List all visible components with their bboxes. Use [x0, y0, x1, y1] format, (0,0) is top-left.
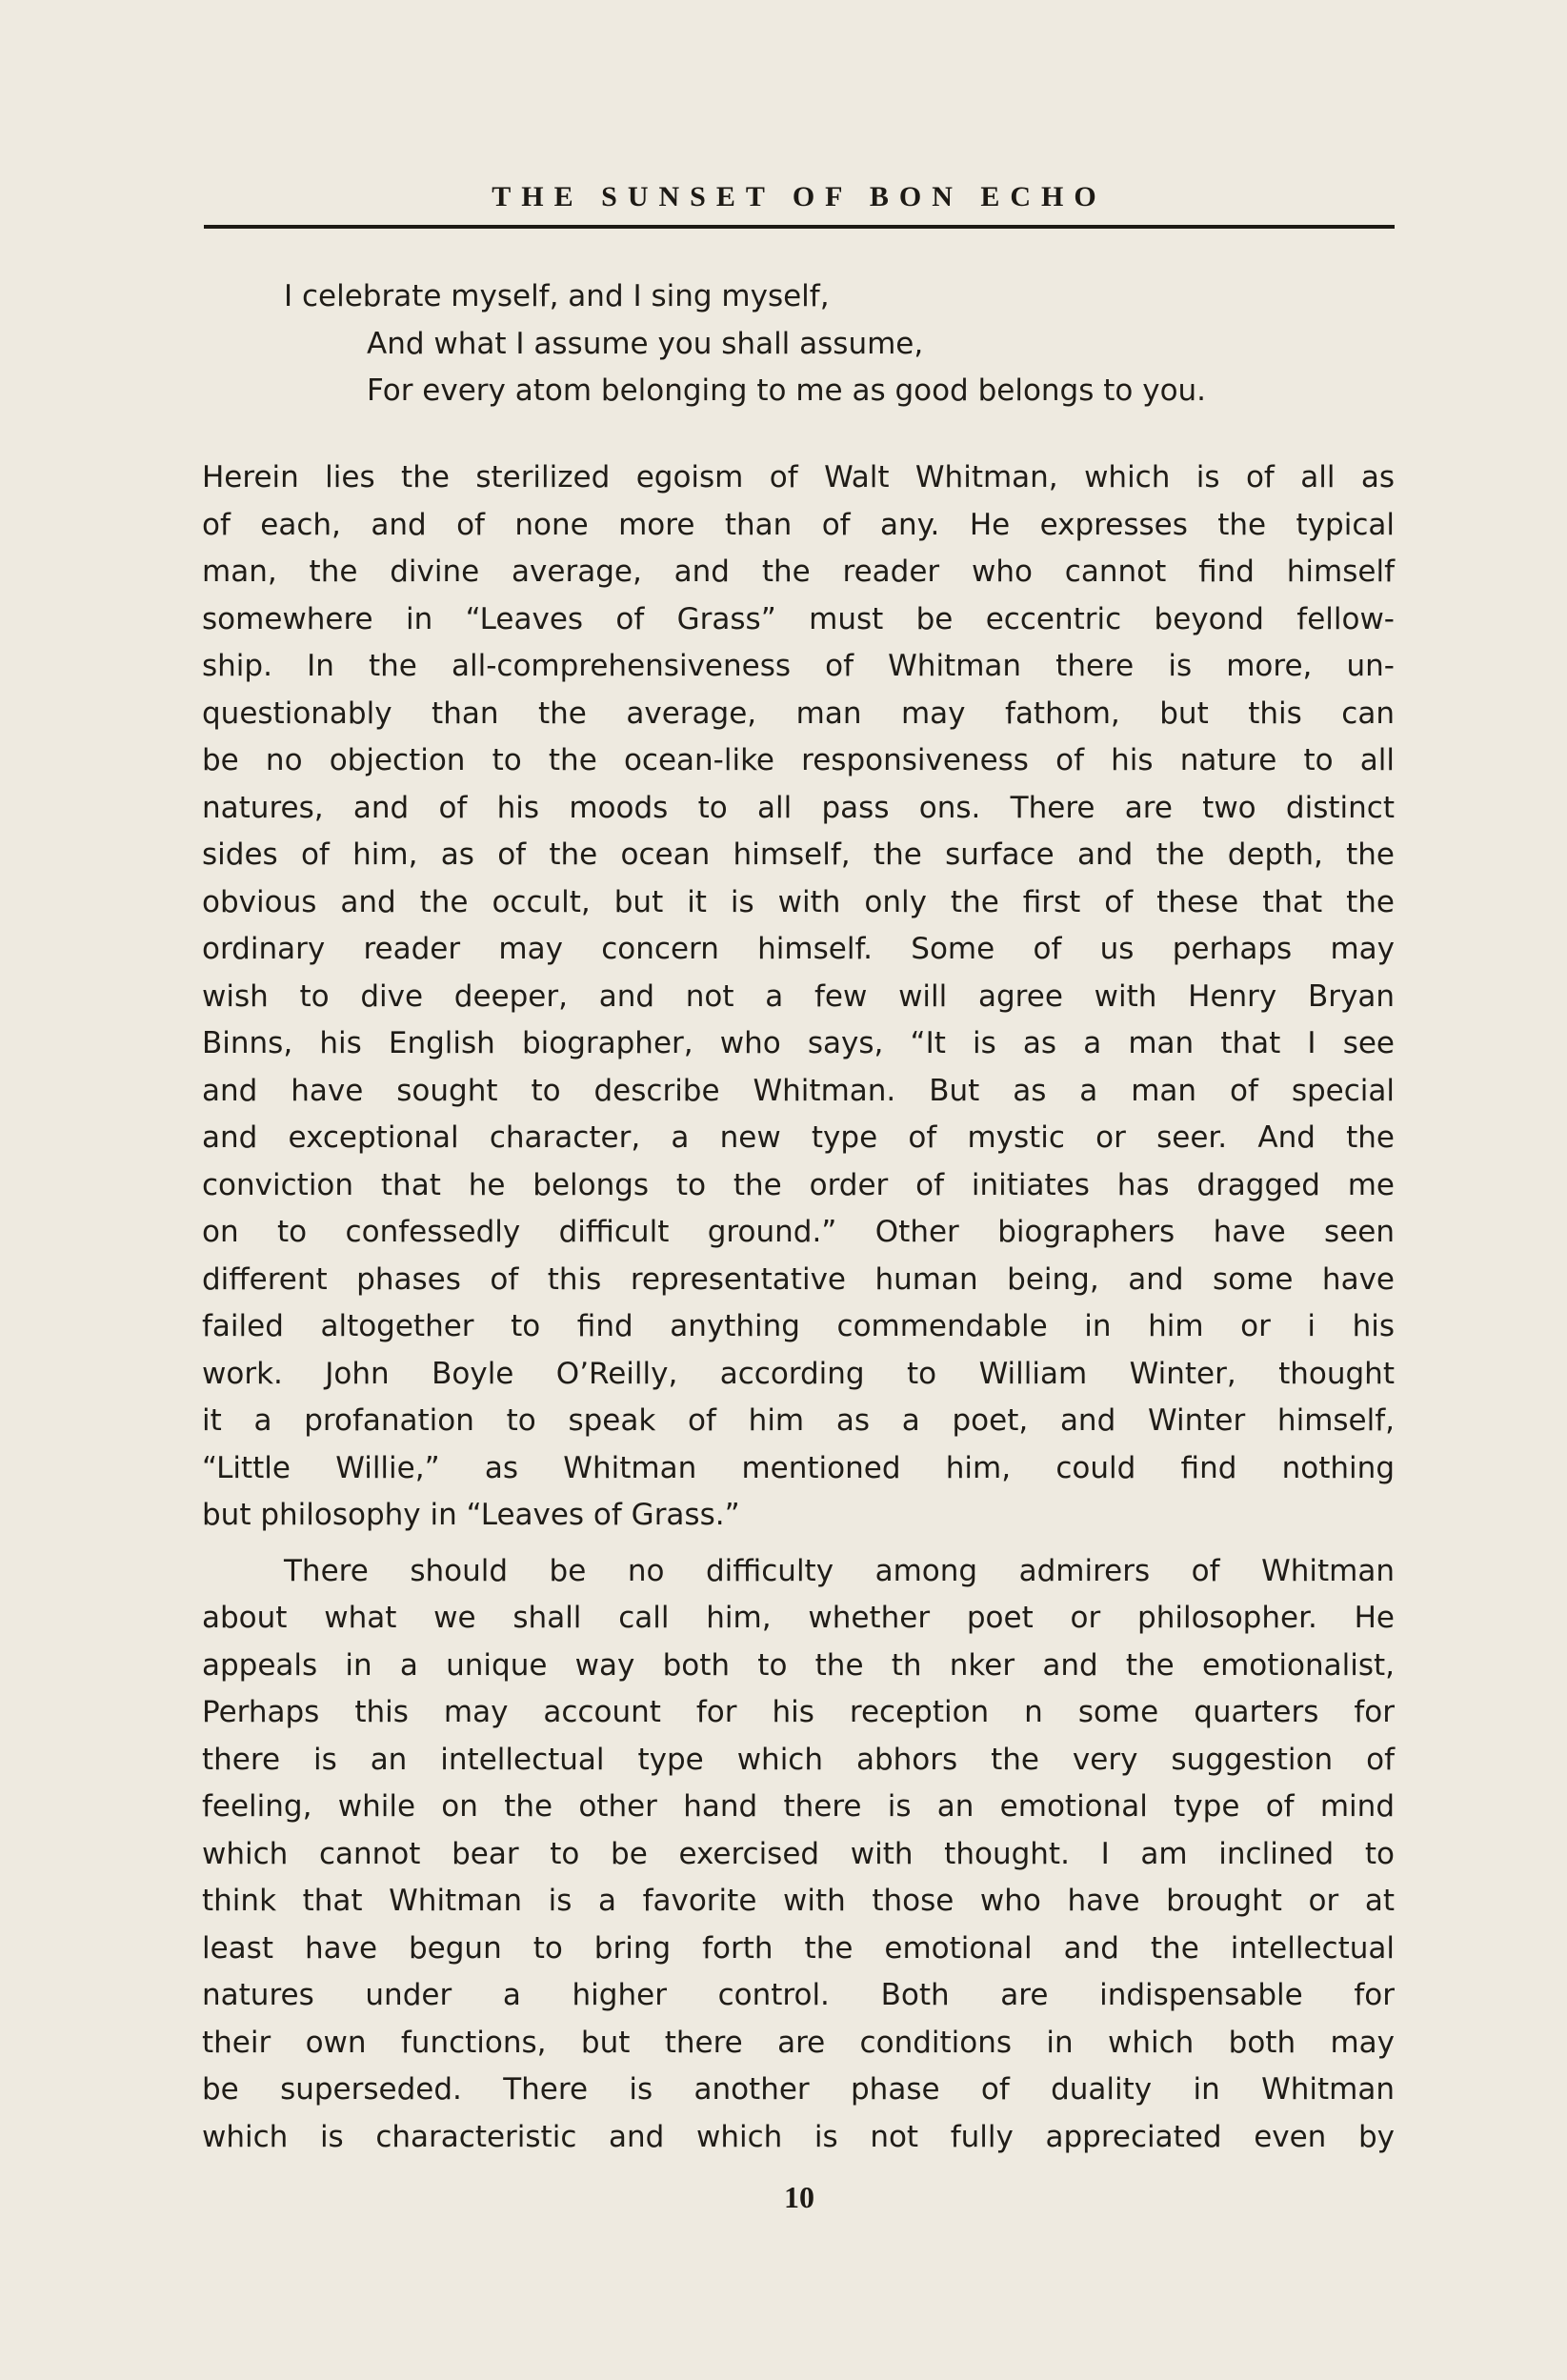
text-line: Binns, his English biographer, who says, “It is as a man that I see	[202, 1026, 1395, 1060]
verse-line: For every atom belonging to me as good belongs to you.	[367, 373, 1207, 408]
text-line: and exceptional character, a new type of mystic or seer. And the	[202, 1120, 1395, 1155]
text-line: feeling, while on the other hand there is an emotional type of mind	[202, 1789, 1395, 1824]
text-line: which is characteristic and which is not fully appreciated even by	[202, 2119, 1395, 2154]
text-line: ship. In the all-comprehensiveness of Whitman there is more, un-	[202, 649, 1395, 683]
text-line: think that Whitman is a favorite with those who have brought or at	[202, 1884, 1395, 1918]
text-line: conviction that he belongs to the order of initiates has dragged me	[202, 1167, 1395, 1202]
text-line: it a profanation to speak of him as a poet, and Winter himself,	[202, 1403, 1395, 1438]
text-line: work. John Boyle O’Reilly, according to William Winter, thought	[202, 1356, 1395, 1391]
text-line: be superseded. There is another phase of duality in Whitman	[202, 2072, 1395, 2107]
body-text	[202, 454, 1395, 2161]
text-line: least have begun to bring forth the emotional and the intellectual	[202, 1930, 1395, 1966]
text-line: their own functions, but there are conditions in which both may	[202, 2025, 1395, 2060]
page-number: 10	[784, 2180, 814, 2214]
text-line: natures under a higher control. Both are indispensable for	[202, 1978, 1395, 2012]
verse-line: And what I assume you shall assume,	[367, 326, 924, 361]
text-line: wish to dive deeper, and not a few will agree with Henry Bryan	[202, 978, 1395, 1014]
text-line: Herein lies the sterilized egoism of Walt Whitman, which is of all as	[202, 460, 1395, 494]
text-line: be no objection to the ocean-like responsiveness of his nature to all	[202, 743, 1395, 777]
text-line: man, the divine average, and the reader who cannot find himself	[202, 555, 1395, 589]
verse-line: I celebrate myself, and I sing myself,	[284, 279, 830, 313]
text-line: There should be no difficulty among admirers of Whitman	[284, 1553, 1395, 1588]
verse-quotation	[284, 273, 1408, 415]
text-line: but philosophy in “Leaves of Grass.”	[202, 1498, 740, 1532]
paragraph-1	[202, 454, 1395, 1540]
text-line: there is an intellectual type which abhors the very suggestion of	[202, 1742, 1395, 1777]
text-line: “Little Willie,” as Whitman mentioned him, could find nothing	[202, 1450, 1395, 1485]
text-line: of each, and of none more than of any. He expresses the typical	[202, 507, 1395, 542]
text-line: and have sought to describe Whitman. But as a man of special	[202, 1073, 1395, 1108]
text-line: questionably than the average, man may fathom, but this can	[202, 696, 1395, 731]
text-line: different phases of this representative human being, and some have	[202, 1261, 1395, 1297]
header-rule	[204, 225, 1395, 229]
text-line: obvious and the occult, but it is with only the first of these that the	[202, 884, 1395, 919]
text-line: natures, and of his moods to all pass ons. There are two distinct	[202, 790, 1395, 825]
text-line: which cannot bear to be exercised with thought. I am inclined to	[202, 1836, 1395, 1871]
running-head: THE SUNSET OF BON ECHO	[492, 181, 1107, 212]
text-line: appeals in a unique way both to the th nker and the emotionalist,	[202, 1647, 1395, 1683]
text-line: ordinary reader may concern himself. Some of us perhaps may	[202, 932, 1395, 966]
text-line: on to confessedly difficult ground.” Other biographers have seen	[202, 1215, 1395, 1249]
paragraph-2	[202, 1548, 1395, 2162]
text-line: sides of him, as of the ocean himself, the surface and the depth, the	[202, 837, 1395, 872]
text-line: Perhaps this may account for his reception n some quarters for	[202, 1695, 1395, 1729]
text-line: about what we shall call him, whether poet or philosopher. He	[202, 1601, 1395, 1635]
text-line: somewhere in “Leaves of Grass” must be eccentric beyond fellow-	[202, 601, 1395, 636]
text-line: failed altogether to find anything commendable in him or i his	[202, 1309, 1395, 1343]
